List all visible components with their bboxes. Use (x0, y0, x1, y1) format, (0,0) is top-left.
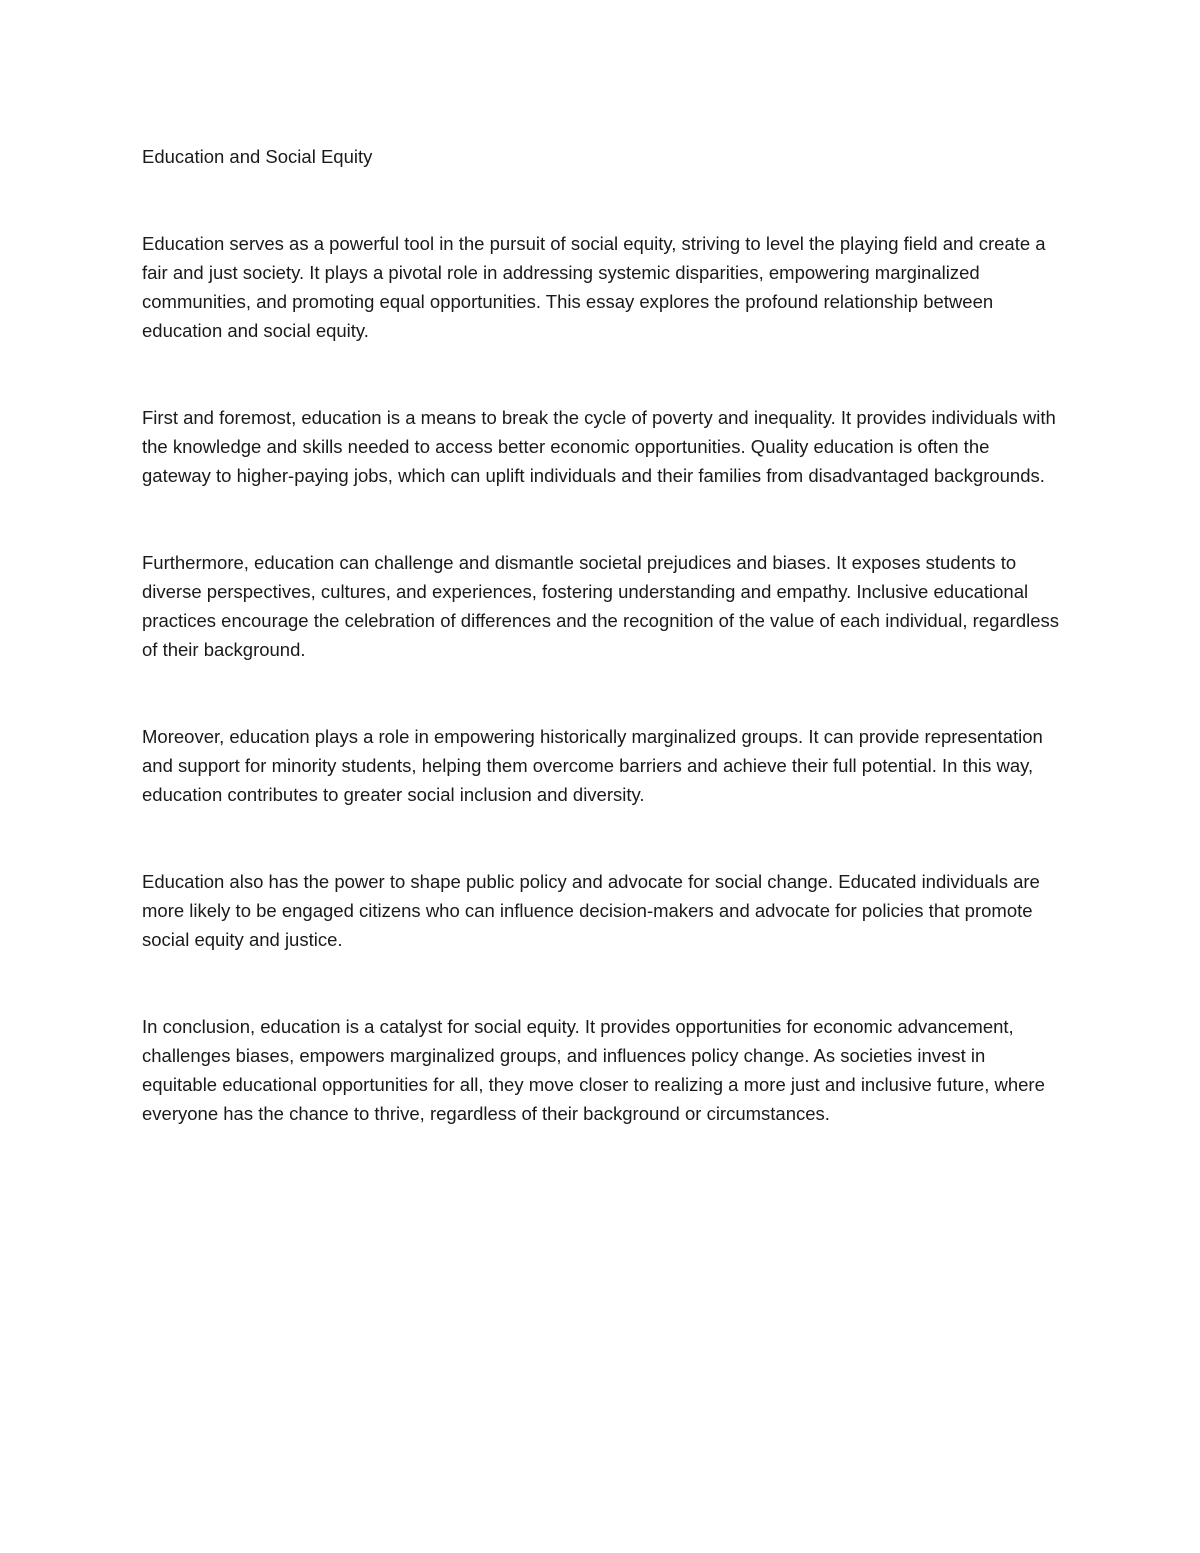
document-body (142, 142, 1062, 1128)
paragraph-marginalized-groups: Moreover, education plays a role in empowering historically marginalized groups. It can provide representation and support for minority students, helping them overcome barriers and achieve their full potential. In this way, education contributes to greater social inclusion and diversity. (142, 726, 1043, 805)
paragraph-conclusion: In conclusion, education is a catalyst for social equity. It provides opportunities for economic advancement, challenges biases, empowers marginalized groups, and influences policy change. As societies invest in equitable educational opportunities for all, they move closer to realizing a more just and inclusive future, where everyone has the chance to thrive, regardless of their background or circumstances. (142, 1016, 1045, 1124)
paragraph-poverty-cycle: First and foremost, education is a means to break the cycle of poverty and inequality. It provides individuals with the knowledge and skills needed to access better economic opportunities. Quality education is often the gateway to higher-paying jobs, which can uplift individuals and their families from disadvantaged backgrounds. (142, 407, 1056, 486)
paragraph-prejudices: Furthermore, education can challenge and dismantle societal prejudices and biases. It exposes students to diverse perspectives, cultures, and experiences, fostering understanding and empathy. Inclusive educational practices encourage the celebration of differences and the recognition of the value of each individual, regardless of their background. (142, 552, 1060, 660)
paragraph-introduction: Education serves as a powerful tool in the pursuit of social equity, striving to level the playing field and create a fair and just society. It plays a pivotal role in addressing systemic disparities, empowering marginalized communities, and promoting equal opportunities. This essay explores the profound relationship between education and social equity. (142, 233, 1046, 341)
paragraph-public-policy: Education also has the power to shape public policy and advocate for social change. Educated individuals are more likely to be engaged citizens who can influence decision-makers and advocate for policies that promote social equity and justice. (142, 871, 1040, 950)
document-title: Education and Social Equity (142, 146, 373, 167)
